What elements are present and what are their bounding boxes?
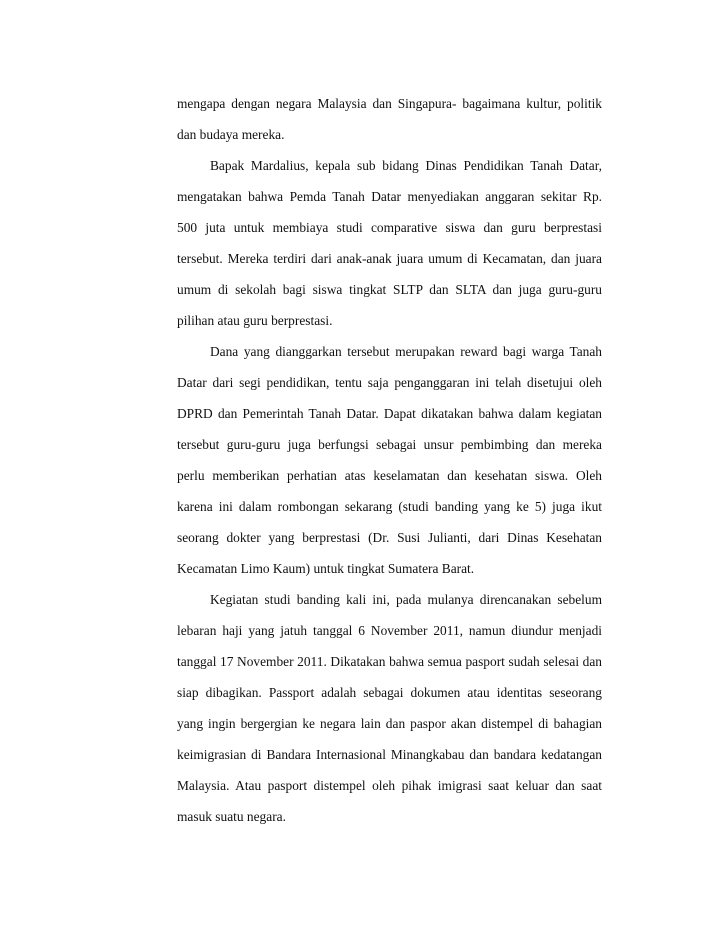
text-line: Bapak Mardalius, kepala sub bidang Dinas Pendidikan Tanah Datar, — [210, 158, 602, 173]
text-line: pilihan atau guru berprestasi. — [177, 313, 333, 328]
text-line: Kecamatan Limo Kaum) untuk tingkat Sumatera Barat. — [177, 561, 475, 576]
text-line: DPRD dan Pemerintah Tanah Datar. Dapat dikatakan bahwa dalam kegiatan — [177, 406, 602, 421]
text-line: masuk suatu negara. — [177, 809, 286, 824]
text-line: mengapa dengan negara Malaysia dan Singapura- bagaimana kultur, politik — [177, 96, 602, 111]
text-line: yang ingin bergergian ke negara lain dan paspor akan distempel di bahagian — [177, 716, 602, 731]
text-line: 500 juta untuk membiaya studi comparative siswa dan guru berprestasi — [177, 220, 602, 235]
text-line: tersebut. Mereka terdiri dari anak-anak juara umum di Kecamatan, dan juara — [177, 251, 602, 266]
text-line: seorang dokter yang berprestasi (Dr. Susi Julianti, dari Dinas Kesehatan — [177, 530, 602, 545]
text-line: Kegiatan studi banding kali ini, pada mulanya direncanakan sebelum — [210, 592, 602, 607]
text-line: siap dibagikan. Passport adalah sebagai dokumen atau identitas seseorang — [177, 685, 602, 700]
text-line: tersebut guru-guru juga berfungsi sebagai unsur pembimbing dan mereka — [177, 437, 602, 452]
text-line: lebaran haji yang jatuh tanggal 6 November 2011, namun diundur menjadi — [177, 623, 602, 638]
text-line: keimigrasian di Bandara Internasional Minangkabau dan bandara kedatangan — [177, 747, 602, 762]
text-line: Dana yang dianggarkan tersebut merupakan reward bagi warga Tanah — [210, 344, 602, 359]
text-line: tanggal 17 November 2011. Dikatakan bahwa semua pasport sudah selesai dan — [177, 654, 602, 669]
text-line: dan budaya mereka. — [177, 127, 285, 142]
body-text — [177, 88, 602, 832]
text-line: umum di sekolah bagi siswa tingkat SLTP dan SLTA dan juga guru-guru — [177, 282, 602, 297]
text-line: mengatakan bahwa Pemda Tanah Datar menyediakan anggaran sekitar Rp. — [177, 189, 602, 204]
text-line: Malaysia. Atau pasport distempel oleh pihak imigrasi saat keluar dan saat — [177, 778, 602, 793]
text-line: karena ini dalam rombongan sekarang (studi banding yang ke 5) juga ikut — [177, 499, 602, 514]
text-line: perlu memberikan perhatian atas keselamatan dan kesehatan siswa. Oleh — [177, 468, 602, 483]
text-line: Datar dari segi pendidikan, tentu saja penganggaran ini telah disetujui oleh — [177, 375, 602, 390]
